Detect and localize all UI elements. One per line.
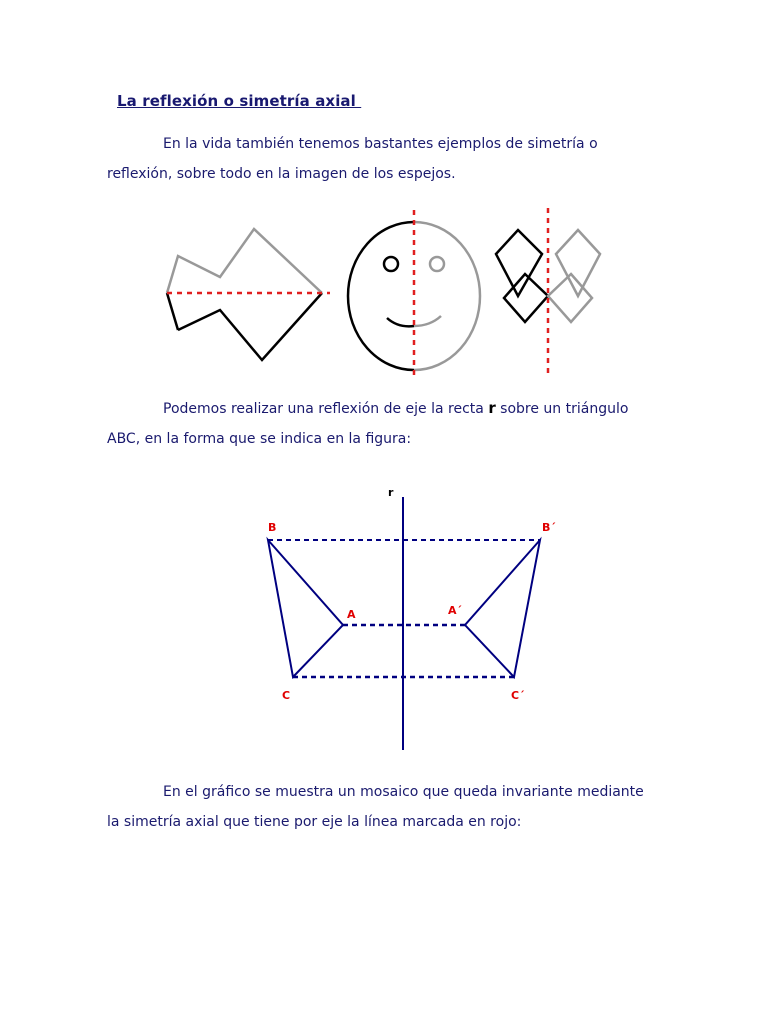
axis-r-label: r xyxy=(388,486,394,499)
label-A: A xyxy=(347,608,356,621)
arrow-bottom-left-edge xyxy=(167,293,178,330)
page-title: La reflexión o simetría axial xyxy=(117,92,362,110)
face-right-half xyxy=(414,222,480,370)
mosaic-right-bottom-square xyxy=(548,274,592,322)
mosaic-right-top-square xyxy=(556,230,600,296)
paragraph-reflection-after: sobre un triángulo ABC, en la forma que se indica en la figura: xyxy=(107,401,629,447)
paragraph-mosaic-text: En el gráfico se muestra un mosaico que queda invariante mediante la simetría axial que tiene por eje la línea marcada en rojo: xyxy=(107,784,644,830)
paragraph-mirrors-text: En la vida también tenemos bastantes ejemplos de simetría o reflexión, sobre todo en la imagen de los espejos. xyxy=(107,136,598,182)
label-B: B xyxy=(268,521,277,534)
triangle-AprimeBprimeCprime xyxy=(465,540,540,677)
triangle-ABC xyxy=(268,540,343,677)
mosaic-left-top-square xyxy=(496,230,542,296)
label-A-prime: A´ xyxy=(448,604,463,617)
face-left-half xyxy=(348,222,414,370)
mosaic-left-bottom-square xyxy=(504,274,548,322)
arrow-top-half xyxy=(167,229,322,293)
paragraph-reflection-before: Podemos realizar una reflexión de eje la recta xyxy=(163,401,489,417)
axis-r-bold: r xyxy=(488,399,496,417)
arrow-bottom-half xyxy=(178,293,322,360)
face-mouth-right xyxy=(414,316,441,326)
face-right-eye xyxy=(430,257,444,271)
paragraph-reflection xyxy=(107,393,647,454)
face-mouth-left xyxy=(387,318,414,326)
paragraph-mosaic xyxy=(107,777,647,837)
label-C: C xyxy=(282,689,291,702)
paragraph-mirrors xyxy=(107,129,647,189)
label-C-prime: C´ xyxy=(511,689,525,702)
label-B-prime: B´ xyxy=(542,521,556,534)
face-left-eye xyxy=(384,257,398,271)
